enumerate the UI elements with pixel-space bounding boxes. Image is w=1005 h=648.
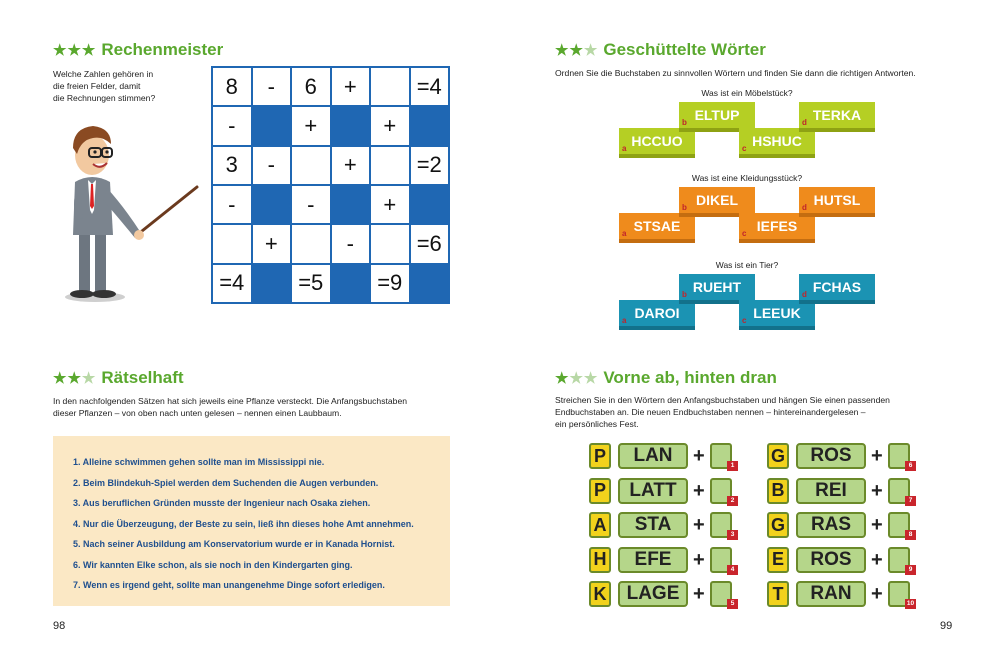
plus-sign: + (871, 445, 883, 467)
scrambled-word: HCCUO (631, 133, 683, 149)
word-letter-label: c (742, 229, 747, 238)
number-badge: 2 (727, 496, 738, 506)
word-row (589, 547, 739, 573)
plus-sign: + (693, 514, 705, 536)
vorne-heading (555, 368, 777, 388)
star-icon: ★ (583, 41, 598, 59)
scrambled-word: DIKEL (696, 192, 738, 208)
grid-cell: - (213, 107, 251, 144)
first-letter-tile: A (589, 512, 611, 538)
scrambled-word: HSHUC (752, 133, 802, 149)
number-badge: 1 (727, 461, 738, 471)
first-letter-tile: G (767, 443, 789, 469)
word-row (767, 581, 917, 607)
plus-sign: + (693, 445, 705, 467)
teacher-illustration (55, 110, 205, 305)
word-letter-label: a (622, 229, 627, 238)
scrambled-word: LEEUK (753, 305, 801, 321)
plus-sign: + (693, 583, 705, 605)
grid-block (253, 186, 291, 223)
grid-empty-cell[interactable] (371, 68, 409, 105)
plus-sign: + (693, 548, 705, 571)
scrambled-word: FCHAS (812, 279, 862, 295)
word-row (589, 581, 739, 607)
word-tile: REI (796, 478, 866, 504)
page-number-left: 98 (53, 620, 66, 632)
word-row (767, 547, 917, 573)
geschuettelte-instructions: Ordnen Sie die Buchstaben zu sinnvollen Wörtern und finden Sie dann die richtigen Antworten. (555, 68, 916, 78)
grid-cell: - (253, 68, 291, 105)
scrambled-word-block (679, 102, 755, 128)
grid-cell: 6 (292, 68, 330, 105)
word-tile: LAGE (618, 581, 688, 607)
grid-cell: + (292, 107, 330, 144)
sentence: 1. Alleine schwimmen gehen sollte man im Mississippi nie. (73, 457, 325, 467)
word-letter-label: b (682, 118, 687, 127)
raetselhaft-heading (53, 368, 184, 388)
star-icon: ★ (67, 41, 81, 59)
number-badge: 5 (727, 599, 738, 609)
block-shadow (619, 239, 695, 243)
grid-empty-cell[interactable] (292, 147, 330, 184)
grid-empty-cell[interactable] (371, 225, 409, 262)
word-row (589, 478, 739, 504)
scrambled-word: ELTUP (694, 107, 740, 123)
first-letter-tile: B (767, 478, 789, 504)
grid-empty-cell[interactable] (292, 225, 330, 262)
first-letter-tile: P (589, 478, 611, 504)
math-grid (211, 66, 450, 304)
difficulty-stars (555, 43, 597, 58)
number-badge: 10 (906, 600, 915, 607)
scrambled-word: HUTSL (813, 192, 861, 208)
word-letter-label: c (742, 316, 747, 325)
word-row (767, 478, 917, 504)
section-title: Rechenmeister (101, 40, 224, 59)
plus-sign: + (871, 514, 883, 536)
sentence: 2. Beim Blindekuh-Spiel werden dem Suchenden die Augen verbunden. (73, 477, 379, 488)
block-shadow (619, 154, 695, 158)
word-letter-label: d (802, 290, 807, 299)
star-icon: ★ (569, 41, 583, 59)
block-shadow (619, 326, 695, 330)
grid-block (332, 107, 370, 144)
grid-cell: + (332, 147, 370, 184)
star-icon: ★ (53, 41, 67, 59)
scrambled-word: TERKA (812, 107, 862, 123)
first-letter-tile: E (767, 547, 789, 573)
grid-cell: =4 (411, 68, 449, 105)
scrambled-word-block (679, 187, 755, 213)
grid-cell: =9 (371, 265, 409, 302)
grid-cell: =2 (411, 147, 449, 184)
sentence: 6. Wir kannten Elke schon, als sie noch in den Kindergarten ging. (73, 559, 353, 570)
grid-cell: =4 (213, 265, 251, 302)
grid-block (253, 265, 291, 302)
grid-empty-cell[interactable] (371, 147, 409, 184)
word-letter-label: c (742, 144, 747, 153)
word-tile: RAN (796, 581, 866, 607)
scrambled-word-block (799, 274, 875, 300)
geschuettelte-heading (555, 40, 766, 60)
section-title: Vorne ab, hinten dran (603, 368, 777, 387)
question-label: Was ist ein Tier? (715, 260, 779, 270)
difficulty-stars (53, 371, 95, 386)
block-shadow (799, 213, 875, 217)
question-label: Was ist eine Kleidungsstück? (691, 173, 803, 183)
scrambled-word-block (679, 274, 755, 300)
grid-block (411, 107, 449, 144)
star-icon: ★ (569, 369, 583, 387)
scrambled-word: RUEHT (692, 279, 742, 295)
number-badge: 8 (905, 530, 916, 540)
grid-cell: + (371, 186, 409, 223)
word-tile: LATT (618, 478, 688, 504)
star-icon: ★ (67, 369, 81, 387)
star-icon: ★ (53, 369, 67, 387)
word-tile: STA (618, 512, 688, 538)
block-shadow (799, 300, 875, 304)
difficulty-stars (555, 371, 597, 386)
star-icon: ★ (555, 369, 569, 387)
section-title: Geschüttelte Wörter (603, 40, 766, 59)
block-shadow (799, 128, 875, 132)
grid-block (253, 107, 291, 144)
word-letter-label: b (682, 290, 687, 299)
word-tile: LAN (618, 443, 688, 469)
plus-sign: + (871, 583, 883, 605)
block-shadow (739, 326, 815, 330)
word-tile: ROS (796, 547, 866, 573)
scrambled-word: STSAE (633, 218, 681, 234)
sentence: 3. Aus beruflichen Gründen musste der Ingenieur nach Osaka ziehen. (73, 498, 371, 508)
page-number-right: 99 (940, 620, 953, 632)
word-row (767, 512, 917, 538)
number-badge: 6 (905, 461, 916, 471)
word-tile: ROS (796, 443, 866, 469)
word-letter-label: b (682, 203, 687, 212)
star-icon: ★ (81, 369, 96, 387)
plus-sign: + (693, 479, 705, 502)
number-badge: 4 (727, 565, 738, 575)
first-letter-tile: H (589, 547, 611, 573)
grid-cell: - (213, 186, 251, 223)
star-icon: ★ (81, 41, 96, 59)
sentences-box (53, 436, 450, 606)
grid-block (332, 265, 370, 302)
word-letter-label: a (622, 316, 627, 325)
grid-cell: 3 (213, 147, 251, 184)
word-row (767, 443, 917, 469)
word-letter-label: d (802, 118, 807, 127)
grid-cell: - (292, 186, 330, 223)
grid-block (411, 265, 449, 302)
plus-sign: + (871, 548, 883, 571)
word-tile: RAS (796, 512, 866, 538)
number-badge: 7 (905, 496, 916, 506)
grid-block (411, 186, 449, 223)
rechenmeister-instructions: Welche Zahlen gehören in die freien Felder, damit die Rechnungen stimmen? (53, 69, 156, 103)
star-icon: ★ (583, 369, 598, 387)
word-tile: EFE (618, 547, 688, 573)
plus-sign: + (871, 479, 883, 502)
grid-block (332, 186, 370, 223)
question-label: Was ist ein Möbelstück? (701, 88, 793, 98)
grid-cell: + (253, 225, 291, 262)
raetselhaft-instructions: In den nachfolgenden Sätzen hat sich jeweils eine Pflanze versteckt. Die Anfangsbuchstaben dieser Pflanzen – von oben nach unten gelesen – nennen einen Laubbaum. (53, 396, 408, 418)
sentence: 4. Nur die Überzeugung, der Beste zu sein, ließ ihn dieses hohe Amt annehmen. (73, 518, 414, 529)
grid-cell: + (371, 107, 409, 144)
word-row (589, 443, 739, 469)
grid-cell: =5 (292, 265, 330, 302)
scrambled-word-block (799, 102, 875, 128)
word-letter-label: a (622, 144, 627, 153)
first-letter-tile: G (767, 512, 789, 538)
block-shadow (739, 239, 815, 243)
scrambled-word: DAROI (634, 305, 680, 321)
rechenmeister-heading (53, 40, 223, 60)
sentence: 7. Wenn es irgend geht, sollte man unangenehme Dinge sofort erledigen. (73, 580, 385, 590)
scrambled-word: IEFES (756, 218, 798, 234)
grid-empty-cell[interactable] (213, 225, 251, 262)
number-badge: 3 (727, 530, 738, 540)
first-letter-tile: K (589, 581, 611, 607)
difficulty-stars (53, 43, 95, 58)
grid-cell: 8 (213, 68, 251, 105)
scrambled-word-block (799, 187, 875, 213)
grid-cell: - (332, 225, 370, 262)
number-badge: 9 (905, 565, 916, 575)
block-shadow (739, 154, 815, 158)
word-letter-label: d (802, 203, 807, 212)
star-icon: ★ (555, 41, 569, 59)
sentence: 5. Nach seiner Ausbildung am Konservatorium wurde er in Kanada Hornist. (73, 539, 395, 549)
grid-cell: + (332, 68, 370, 105)
word-row (589, 512, 739, 538)
grid-cell: =6 (411, 225, 449, 262)
vorne-instructions: Streichen Sie in den Wörtern den Anfangsbuchstaben und hängen Sie einen passenden Endbuchstaben an. Die neuen Endbuchstaben nennen – hintereinandergelesen – ein persönliches Fest. (555, 395, 890, 429)
grid-cell: - (253, 147, 291, 184)
first-letter-tile: P (589, 443, 611, 469)
first-letter-tile: T (767, 581, 789, 607)
section-title: Rätselhaft (101, 368, 184, 387)
